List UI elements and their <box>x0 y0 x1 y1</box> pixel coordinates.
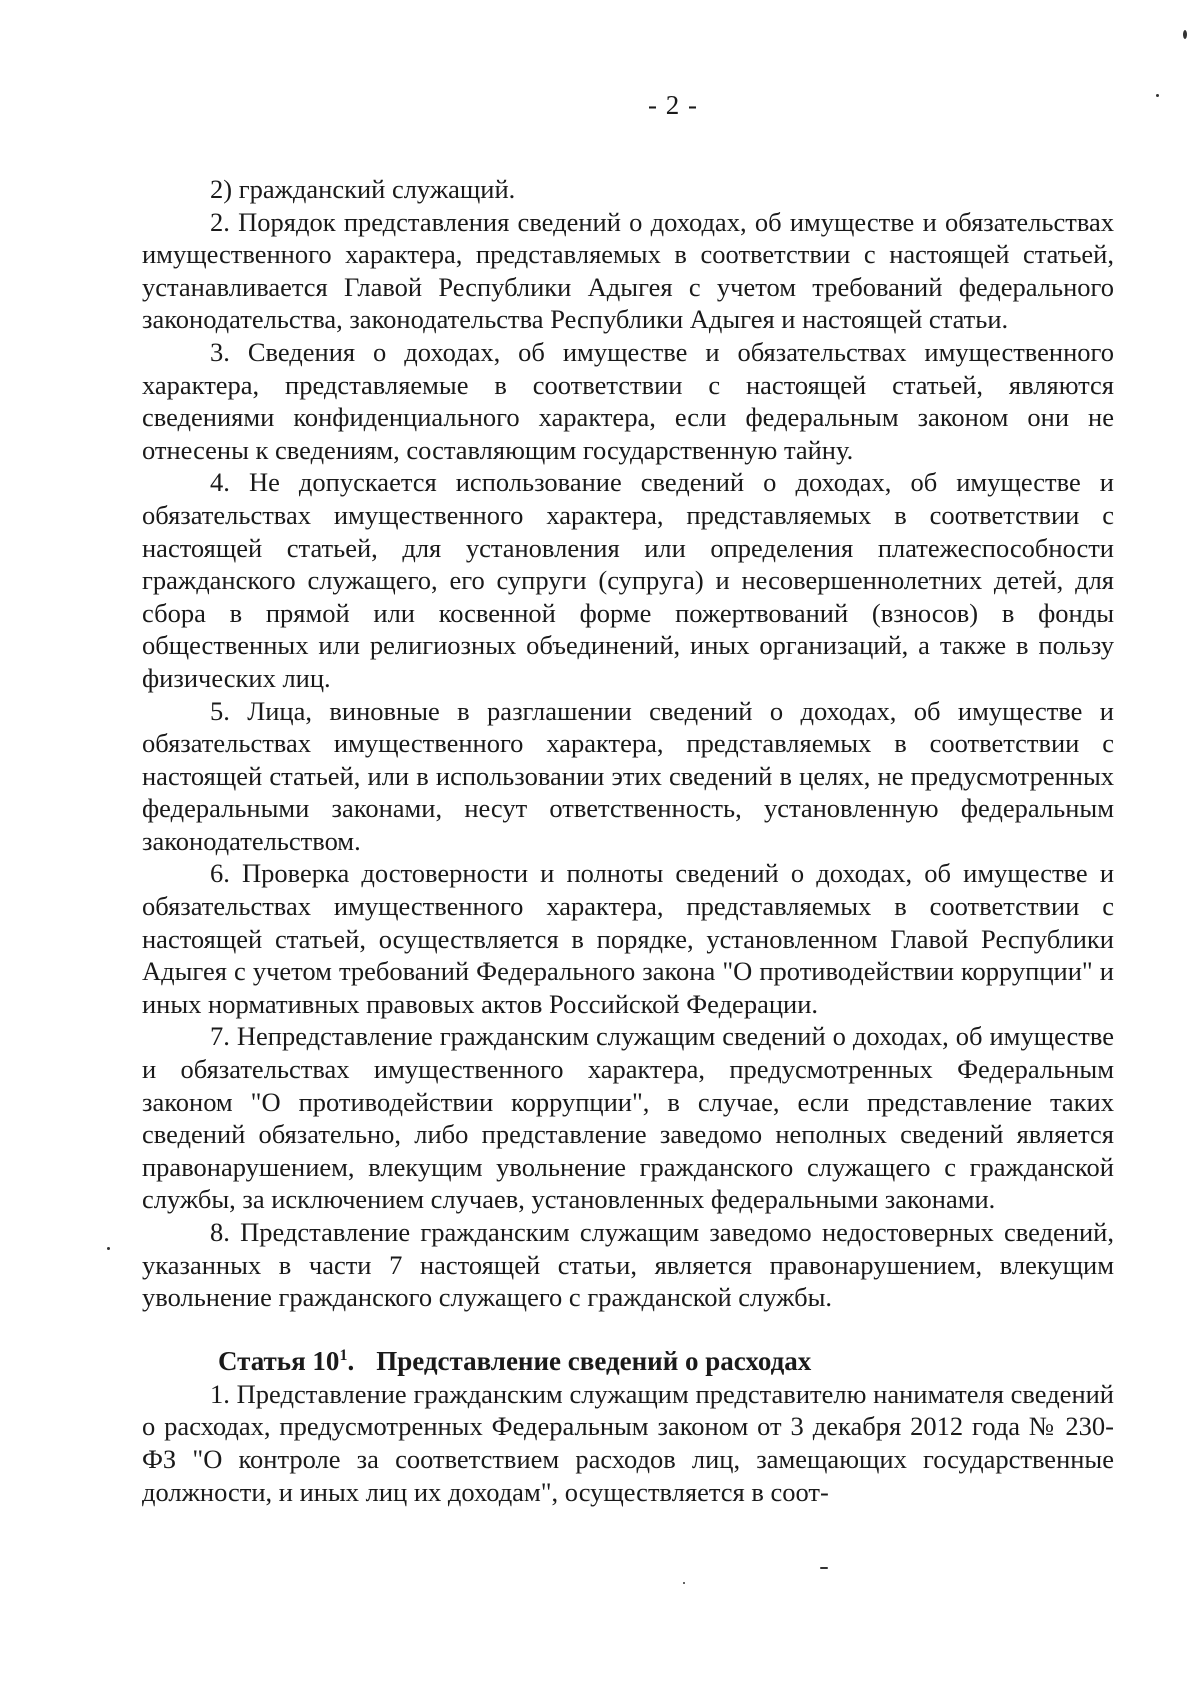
paragraph: 6. Проверка достоверности и полноты сведений о доходах, об имуществе и обязательствах имущественного характера, представляемых в соответствии с настоящей статьей, осуществляется в порядке, установленном Главой Республики Адыгея с учетом требований Федерального закона "О противодействии коррупции" и иных нормативных правовых актов Российской Федерации. <box>142 858 1114 1019</box>
scan-speck <box>1183 30 1187 39</box>
scan-speck <box>683 1582 685 1584</box>
article-body <box>142 1378 1114 1508</box>
scan-speck <box>1156 94 1159 97</box>
article-heading <box>218 1344 1114 1378</box>
paragraph: 4. Не допускается использование сведений о доходах, об имуществе и обязательствах имущественного характера, представляемых в соответствии с настоящей статьей, для установления или определения платежеспособности гражданского служащего, его супруги (супруга) и несовершеннолетних детей, для сбора в прямой или косвенной форме пожертвований (взносов) в фонды общественных или религиозных объединений, иных организаций, а также в пользу физических лиц. <box>142 467 1114 693</box>
paragraph: 2. Порядок представления сведений о доходах, об имуществе и обязательствах имущественного характера, представляемых в соответствии с настоящей статьей, устанавливается Главой Республики Адыгея с учетом требований федерального законодательства, законодательства Республики Адыгея и настоящей статьи. <box>142 206 1114 335</box>
article-title: Представление сведений о расходах <box>376 1345 812 1376</box>
paragraph: 7. Непредставление гражданским служащим сведений о доходах, об имуществе и обязательствах имущественного характера, предусмотренных Федеральным законом "О противодействии коррупции", в случае, если представление таких сведений обязательно, либо представление заведомо неполных сведений является правонарушением, влекущим увольнение гражданского служащего с гражданской службы, за исключением случаев, установленных федеральными законами. <box>142 1021 1114 1215</box>
scan-speck <box>820 1567 828 1569</box>
article-suffix: . <box>347 1345 355 1376</box>
paragraph: 5. Лица, виновные в разглашении сведений о доходах, об имуществе и обязательствах имущественного характера, представляемых в соответствии с настоящей статьей, или в использовании этих сведений в целях, не предусмотренных федеральными законами, несут ответственность, установленную федеральным законодательством. <box>142 695 1114 856</box>
paragraph: 2) гражданский служащий. <box>210 174 516 204</box>
article-paragraph: 1. Представление гражданским служащим представителю нанимателя сведений о расходах, предусмотренных Федеральным законом от 3 декабря 2012 года № 230-ФЗ "О контроле за соответствием расходов лиц, замещающих государственные должности, и иных лиц их доходам", осуществляется в соот- <box>142 1378 1114 1507</box>
scan-speck <box>107 1247 110 1250</box>
article-superscript: 1 <box>339 1346 348 1364</box>
paragraph: 8. Представление гражданским служащим заведомо недостоверных сведений, указанных в части 7 настоящей статьи, является правонарушением, влекущим увольнение гражданского служащего с гражданской службы. <box>142 1217 1114 1313</box>
page-number: - 2 - <box>648 90 698 120</box>
article-label: Статья 10 <box>218 1345 340 1376</box>
paragraph: 3. Сведения о доходах, об имуществе и обязательствах имущественного характера, представляемые в соответствии с настоящей статьей, являются сведениями конфиденциального характера, если федеральным законом они не отнесены к сведениям, составляющим государственную тайну. <box>142 336 1114 465</box>
section-body <box>142 173 1114 1314</box>
